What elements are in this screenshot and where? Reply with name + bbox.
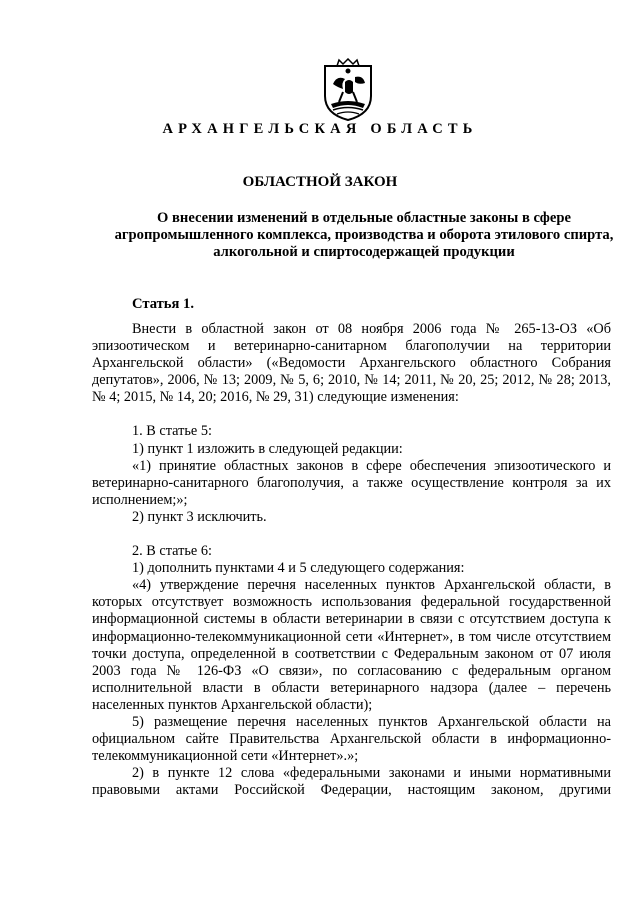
- paragraph-section-6: 2. В статье 6:: [132, 543, 212, 560]
- paragraph-item-4: «4) утверждение перечня населенных пунктов Архангельской области, в которых отсутствует возможность использования федеральной государственной информационной системы в области ветеринарии в связи с отсутствием доступа к информационно-телекоммуникационной сети «Интернет», в том числе отсутствием точки доступа, определенной в соответствии с Федеральным законом от 07 июля 2003 года № 126-ФЗ «О связи», по согласованию с федеральным органом исполнительной власти в области ветеринарного надзора (далее – перечень населенных пунктов Архангельской области);: [92, 577, 611, 713]
- paragraph-item-12: 2) в пункте 12 слова «федеральными законами и иными нормативными правовыми актами Российской Федерации, настоящим законом, другими: [92, 765, 611, 799]
- article-heading: Статья 1.: [132, 296, 194, 312]
- law-type: ОБЛАСТНОЙ ЗАКОН: [242, 174, 398, 190]
- paragraph-add-items: 1) дополнить пунктами 4 и 5 следующего содержания:: [132, 560, 465, 577]
- article-body: [92, 321, 611, 799]
- paragraph-section-5: 1. В статье 5:: [132, 423, 212, 440]
- paragraph-item-2: 2) пункт 3 исключить.: [132, 508, 267, 525]
- region-name: АРХАНГЕЛЬСКАЯ ОБЛАСТЬ: [162, 121, 478, 137]
- paragraph-item-5: 5) размещение перечня населенных пунктов Архангельской области на официальном сайте Правительства Архангельской области в информационно-телекоммуникационной сети «Интернет».»;: [92, 713, 611, 765]
- paragraph-quote-1: «1) принятие областных законов в сфере обеспечения эпизоотического и ветеринарно-санитарного благополучия, а также осуществление контроля за их исполнением;»;: [92, 457, 611, 508]
- law-title: О внесении изменений в отдельные областные законы в сфере агропромышленного комплекса, производства и оборота этилового спирта, алкогольной и спиртосодержащей продукции: [114, 210, 614, 260]
- paragraph-item-1: 1) пункт 1 изложить в следующей редакции:: [132, 440, 403, 457]
- paragraph-intro: Внести в областной закон от 08 ноября 2006 года № 265-13-ОЗ «Об эпизоотическом и ветеринарно-санитарном благополучии на территории Архангельской области» («Ведомости Архангельского областного Собрания депутатов», 2006, № 13; 2009, № 5, 6; 2010, № 14; 2011, № 20, 25; 2012, № 28; 2013, № 4; 2015, № 14, 20; 2016, № 29, 31) следующие изменения:: [92, 321, 611, 406]
- coat-of-arms-icon: [319, 58, 377, 122]
